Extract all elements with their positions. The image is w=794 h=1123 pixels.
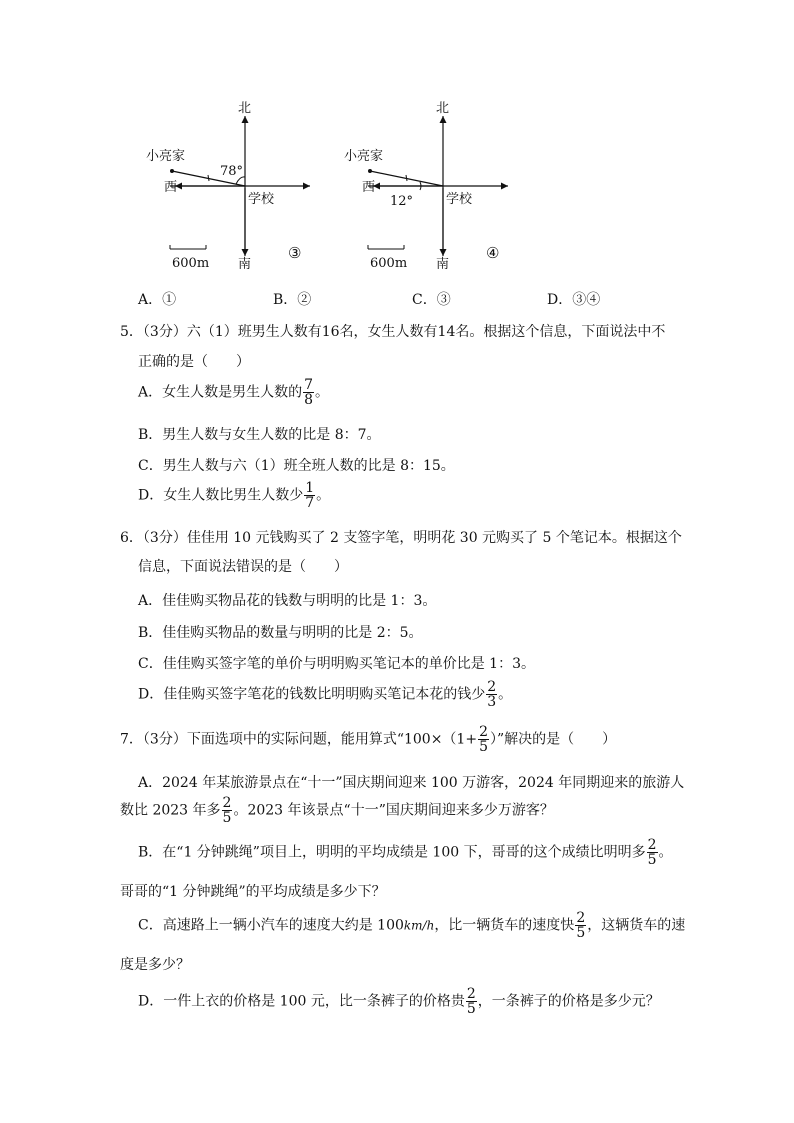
home-point	[368, 169, 372, 173]
q4-option-c[interactable]	[412, 290, 451, 310]
q6-option-c[interactable]: C．佳佳购买签字笔的单价与明明购买笔记本的单价比是 1：3。	[138, 656, 535, 672]
option-text: ③④	[572, 292, 601, 308]
home-point	[170, 169, 174, 173]
scale-label: 600m	[370, 256, 408, 271]
q5-stem-line1: 5．（3分）六（1）班男生人数有16名，女生人数有14名。根据这个信息，下面说法中不	[120, 324, 666, 340]
q6-option-d[interactable]	[138, 680, 512, 709]
q4-option-b[interactable]	[273, 290, 311, 310]
q6-option-a[interactable]: A．佳佳购买物品花的钱数与明明的比是 1：3。	[138, 593, 437, 609]
fraction: $\frac{7}{8}$	[304, 377, 314, 408]
option-text: C．高速路上一辆小汽车的速度大约是 100	[138, 917, 404, 934]
option-text: D．一件上衣的价格是 100 元，比一条裤子的价格贵	[138, 993, 465, 1010]
fraction: $\frac{2}{3}$	[487, 679, 497, 710]
q4-option-d[interactable]	[547, 290, 600, 310]
option-text-end: 。	[498, 686, 513, 703]
option-letter: A．	[138, 292, 163, 308]
q4-option-a[interactable]	[138, 290, 176, 310]
q5-option-c[interactable]: C．男生人数与六（1）班全班人数的比是 8：15。	[138, 458, 455, 474]
option-text: ②	[297, 292, 312, 308]
q7-option-c-line1[interactable]	[138, 911, 685, 940]
q7-option-d[interactable]	[138, 987, 660, 1016]
q5-stem-line2: 正确的是（ ）	[138, 354, 250, 370]
q5-option-d[interactable]	[138, 481, 330, 510]
stem-text-end: ）”解决的是（ ）	[489, 731, 617, 748]
option-text: D．女生人数比男生人数少	[138, 487, 304, 504]
option-text: D．佳佳购买签字笔花的钱数比明明购买笔记本花的钱少	[138, 686, 486, 703]
fraction: $\frac{2}{5}$	[222, 795, 232, 826]
north-label: 北	[436, 101, 450, 116]
option-text: ③	[436, 292, 451, 308]
school-label: 学校	[248, 192, 275, 207]
option-text-end: 。2023 年该景点“十一”国庆期间迎来多少万游客？	[233, 802, 554, 819]
option-text-mid: ，比一辆货车的速度快	[434, 917, 575, 934]
fraction: $\frac{2}{5}$	[479, 724, 488, 755]
fraction: $\frac{2}{5}$	[466, 986, 476, 1017]
q7-option-a-line2[interactable]	[120, 796, 554, 825]
home-label: 小亮家	[146, 149, 186, 164]
q6-option-b[interactable]: B．佳佳购买物品的数量与明明的比是 2：5。	[138, 625, 423, 641]
south-label: 南	[436, 257, 450, 272]
west-label: 西	[164, 180, 178, 195]
q7-option-c-line2[interactable]: 度是多少？	[120, 957, 190, 973]
q7-stem	[120, 725, 616, 754]
figure-marker: ④	[486, 244, 500, 262]
option-text: B．在“1 分钟跳绳”项目上，明明的平均成绩是 100 下，哥哥的这个成绩比明明多	[138, 844, 646, 861]
option-letter: C．	[412, 292, 437, 308]
q7-option-b-line2[interactable]: 哥哥的“1 分钟跳绳”的平均成绩是多少下？	[120, 884, 386, 900]
school-label: 学校	[446, 192, 473, 207]
unit-text: km/h	[403, 918, 435, 933]
option-text-end: 。	[658, 844, 673, 861]
fraction: $\frac{2}{5}$	[647, 837, 657, 868]
option-text-end: ，一条裤子的价格是多少元？	[477, 993, 660, 1010]
option-text: ①	[162, 292, 177, 308]
west-label: 西	[362, 180, 376, 195]
direction-figure-3	[140, 98, 330, 278]
north-label: 北	[238, 101, 252, 116]
option-text: 数比 2023 年多	[120, 802, 221, 819]
direction-figure-4	[338, 98, 528, 278]
option-letter: B．	[273, 292, 298, 308]
option-text: A．女生人数是男生人数的	[138, 384, 303, 401]
option-text-end: 。	[316, 487, 331, 504]
q6-stem-line1: 6．（3分）佳佳用 10 元钱购买了 2 支签字笔，明明花 30 元购买了 5 个笔记本。根据这个	[120, 530, 682, 546]
fraction: $\frac{2}{5}$	[576, 910, 586, 941]
option-text-end: 。	[315, 384, 330, 401]
fraction: $\frac{1}{7}$	[305, 480, 315, 511]
south-label: 南	[238, 257, 252, 272]
figure-marker: ③	[288, 244, 302, 262]
stem-text: 7．（3分）下面选项中的实际问题，能用算式“100×（1+	[120, 731, 478, 748]
option-text-end: ，这辆货车的速	[587, 917, 686, 934]
q7-option-a-line1[interactable]: A．2024 年某旅游景点在“十一”国庆期间迎来 100 万游客，2024 年同期迎来的旅游人	[138, 775, 685, 791]
q6-stem-line2: 信息，下面说法错误的是（ ）	[138, 559, 348, 575]
angle-label: 12°	[390, 194, 414, 209]
q5-option-a[interactable]	[138, 378, 329, 407]
scale-label: 600m	[172, 256, 210, 271]
home-label: 小亮家	[344, 149, 384, 164]
q5-option-b[interactable]: B．男生人数与女生人数的比是 8：7。	[138, 427, 381, 443]
angle-label: 78°	[220, 164, 244, 179]
option-letter: D．	[547, 292, 573, 308]
q7-option-b-line1[interactable]	[138, 838, 673, 867]
